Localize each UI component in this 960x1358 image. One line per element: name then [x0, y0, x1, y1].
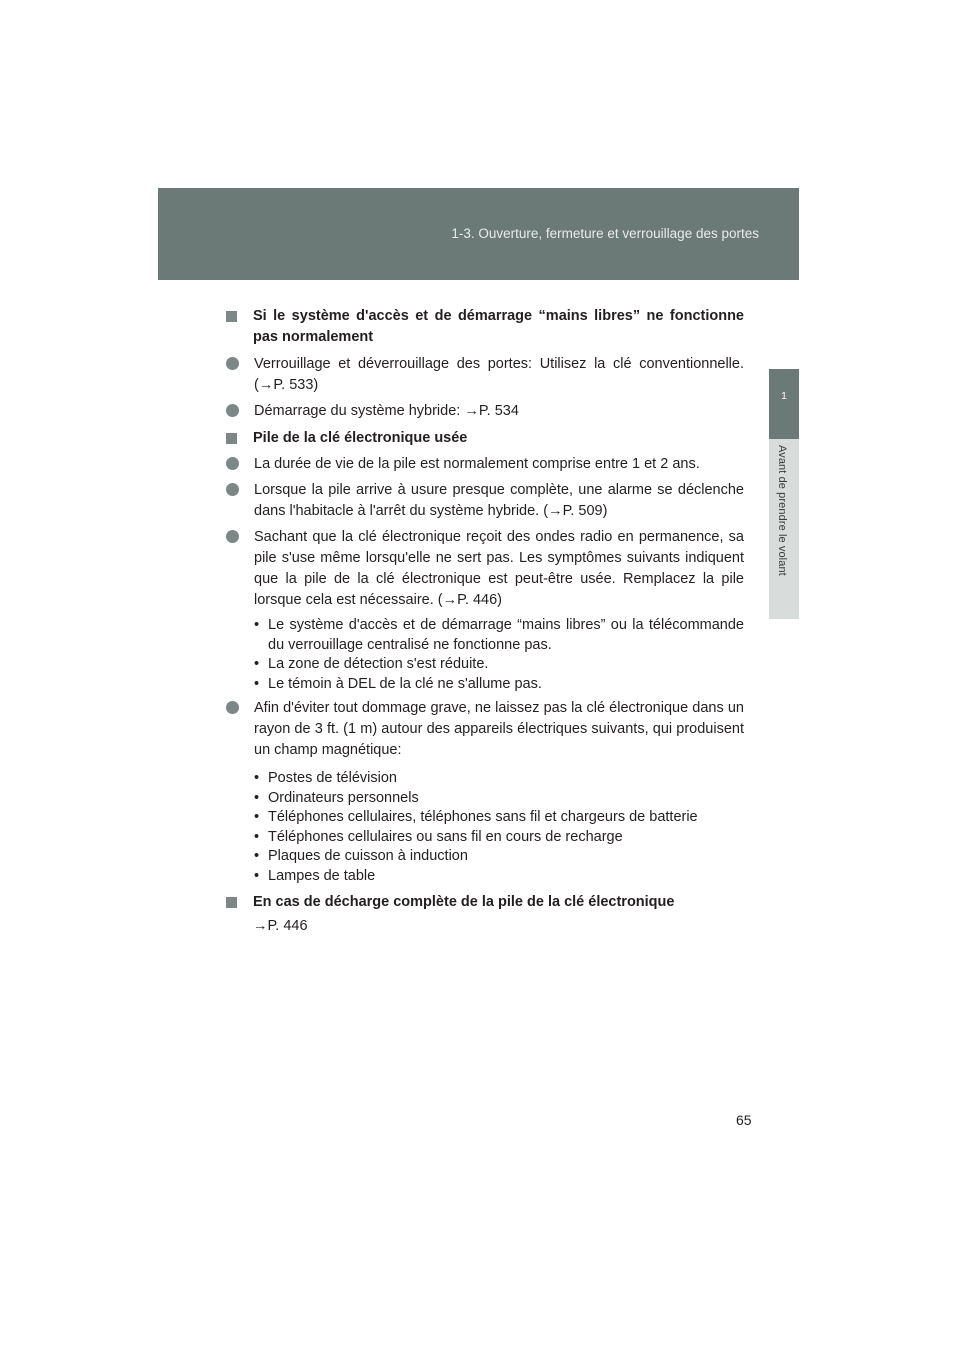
section-heading-discharge — [226, 892, 744, 913]
bullet-glyph: • — [254, 617, 260, 633]
bullet-glyph: • — [254, 789, 260, 806]
section-heading-battery — [226, 428, 744, 449]
list-item — [226, 454, 744, 475]
circle-bullet-icon — [226, 404, 239, 417]
bullet-glyph: • — [254, 770, 260, 786]
page-content — [226, 306, 744, 937]
symptoms-list — [254, 616, 744, 694]
devices-list — [254, 769, 744, 886]
device-item: • Téléphones cellulaires, téléphones sans fil et chargeurs de batterie — [254, 808, 744, 828]
bullet-glyph: • — [254, 809, 260, 825]
bullet-glyph: • — [254, 828, 260, 845]
item-text: Verrouillage et déverrouillage des portes: Utilisez la clé conventionnelle. (→P. 533) — [254, 356, 744, 393]
item-text: Sachant que la clé électronique reçoit des ondes radio en permanence, sa pile s'use même lorsqu'elle ne sert pas. Les symptômes suivants indiquent que la pile de la clé électronique est peut-être usée. Remplacez la pile lorsque cela est nécessaire. (→P. 446) — [254, 529, 744, 608]
section-title: 1-3. Ouverture, fermeture et verrouillage des portes — [451, 226, 759, 241]
circle-bullet-icon — [226, 530, 239, 543]
bullet-glyph: • — [254, 675, 260, 692]
list-item — [226, 527, 744, 611]
chapter-label: Avant de prendre le volant — [776, 445, 788, 576]
heading-text: En cas de décharge complète de la pile de la clé électronique — [253, 894, 675, 910]
circle-bullet-icon — [226, 457, 239, 470]
item-text: La durée de vie de la pile est normalement comprise entre 1 et 2 ans. — [254, 456, 700, 472]
bullet-glyph: • — [254, 848, 260, 864]
page-number: 65 — [736, 1112, 752, 1128]
bullet-glyph: • — [254, 656, 260, 672]
list-item — [226, 354, 744, 396]
device-item: • Postes de télévision — [254, 769, 744, 789]
circle-bullet-icon — [226, 483, 239, 496]
list-item — [226, 401, 744, 422]
section-heading-hands-free — [226, 306, 744, 348]
device-item: • Téléphones cellulaires ou sans fil en cours de recharge — [254, 828, 744, 848]
device-item: • Plaques de cuisson à induction — [254, 847, 744, 867]
chapter-number: 1 — [781, 391, 787, 402]
square-bullet-icon — [226, 897, 237, 908]
device-item: • Lampes de table — [254, 867, 744, 887]
chapter-tab — [769, 369, 799, 439]
header-band — [158, 188, 799, 280]
square-bullet-icon — [226, 311, 237, 322]
circle-bullet-icon — [226, 357, 239, 370]
bullet-glyph: • — [254, 867, 260, 884]
item-text: Démarrage du système hybride: →P. 534 — [254, 403, 519, 419]
symptom-item: • La zone de détection s'est réduite. — [254, 655, 744, 675]
item-text: Afin d'éviter tout dommage grave, ne laissez pas la clé électronique dans un rayon de 3 ft. (1 m) autour des appareils électriques suivants, qui produisent un champ magnétique: — [254, 700, 744, 758]
heading-text: Pile de la clé électronique usée — [253, 430, 468, 446]
symptom-item: • Le témoin à DEL de la clé ne s'allume pas. — [254, 675, 744, 695]
heading-text: Si le système d'accès et de démarrage “mains libres” ne fonctionne pas normalement — [253, 308, 744, 345]
item-text: Lorsque la pile arrive à usure presque complète, une alarme se déclenche dans l'habitacle à l'arrêt du système hybride. (→P. 509) — [254, 482, 744, 519]
page-reference: →P. 446 — [253, 918, 308, 934]
list-item — [226, 480, 744, 522]
square-bullet-icon — [226, 433, 237, 444]
chapter-label-tab — [769, 439, 799, 619]
list-item — [226, 698, 744, 761]
symptom-item: • Le système d'accès et de démarrage “mains libres” ou la télécommande du verrouillage centralisé ne fonctionne pas. — [254, 617, 744, 653]
circle-bullet-icon — [226, 701, 239, 714]
device-item: • Ordinateurs personnels — [254, 789, 744, 809]
